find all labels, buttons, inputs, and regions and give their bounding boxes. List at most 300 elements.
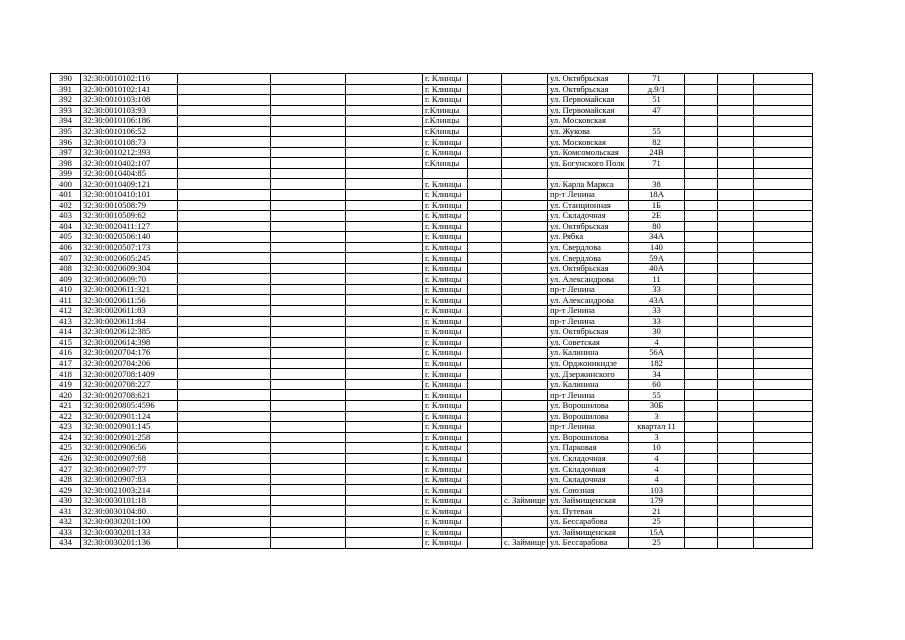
blank-cell bbox=[271, 348, 346, 359]
village-cell bbox=[502, 422, 548, 433]
street-cell: пр-т Ленина bbox=[548, 422, 629, 433]
cadastral-number: 32:30:0030201:136 bbox=[81, 538, 178, 549]
blank-cell bbox=[685, 379, 718, 390]
blank-cell bbox=[178, 158, 271, 169]
blank-cell bbox=[468, 390, 502, 401]
row-number: 399 bbox=[51, 168, 81, 179]
blank-cell bbox=[685, 464, 718, 475]
blank-cell bbox=[271, 105, 346, 116]
city-cell: г. Клинцы bbox=[423, 432, 468, 443]
blank-cell bbox=[271, 538, 346, 549]
blank-cell bbox=[685, 306, 718, 317]
blank-cell bbox=[271, 284, 346, 295]
blank-cell bbox=[271, 443, 346, 454]
table-row bbox=[51, 263, 813, 274]
blank-cell bbox=[271, 95, 346, 106]
blank-cell bbox=[754, 263, 813, 274]
blank-cell bbox=[754, 84, 813, 95]
house-cell: 56А bbox=[629, 348, 685, 359]
cadastral-number: 32:30:0020805:4596 bbox=[81, 400, 178, 411]
blank-cell bbox=[685, 74, 718, 85]
row-number: 422 bbox=[51, 411, 81, 422]
row-number: 398 bbox=[51, 158, 81, 169]
city-cell: г. Клинцы bbox=[423, 74, 468, 85]
blank-cell bbox=[178, 379, 271, 390]
row-number: 431 bbox=[51, 506, 81, 517]
table-row bbox=[51, 137, 813, 148]
street-cell: ул. Орджоникидзе bbox=[548, 358, 629, 369]
city-cell: г. Клинцы bbox=[423, 306, 468, 317]
street-cell: ул. Октябрьская bbox=[548, 327, 629, 338]
house-cell: 38 bbox=[629, 179, 685, 190]
village-cell bbox=[502, 200, 548, 211]
city-cell: г. Клинцы bbox=[423, 411, 468, 422]
city-cell: г. Клинцы bbox=[423, 211, 468, 222]
blank-cell bbox=[468, 179, 502, 190]
blank-cell bbox=[754, 253, 813, 264]
house-cell: 140 bbox=[629, 242, 685, 253]
blank-cell bbox=[346, 137, 423, 148]
street-cell: ул. Богунского Полк bbox=[548, 158, 629, 169]
blank-cell bbox=[718, 242, 754, 253]
row-number: 434 bbox=[51, 538, 81, 549]
blank-cell bbox=[346, 348, 423, 359]
village-cell bbox=[502, 337, 548, 348]
blank-cell bbox=[754, 179, 813, 190]
city-cell: г. Клинцы bbox=[423, 295, 468, 306]
street-cell: пр-т Ленина bbox=[548, 306, 629, 317]
village-cell bbox=[502, 358, 548, 369]
blank-cell bbox=[754, 485, 813, 496]
blank-cell bbox=[178, 400, 271, 411]
house-cell: 1Б bbox=[629, 200, 685, 211]
blank-cell bbox=[346, 379, 423, 390]
blank-cell bbox=[718, 95, 754, 106]
blank-cell bbox=[346, 443, 423, 454]
city-cell: г. Клинцы bbox=[423, 242, 468, 253]
blank-cell bbox=[271, 485, 346, 496]
cadastral-number: 32:30:0030201:100 bbox=[81, 516, 178, 527]
blank-cell bbox=[754, 453, 813, 464]
table-row bbox=[51, 432, 813, 443]
row-number: 412 bbox=[51, 306, 81, 317]
blank-cell bbox=[178, 337, 271, 348]
blank-cell bbox=[718, 527, 754, 538]
city-cell: г. Клинцы bbox=[423, 516, 468, 527]
cadastral-number: 32:30:0020611:84 bbox=[81, 316, 178, 327]
house-cell: 25 bbox=[629, 538, 685, 549]
city-cell bbox=[423, 168, 468, 179]
village-cell bbox=[502, 316, 548, 327]
blank-cell bbox=[468, 337, 502, 348]
street-cell: ул. Станционная bbox=[548, 200, 629, 211]
blank-cell bbox=[346, 190, 423, 201]
house-cell: 34А bbox=[629, 232, 685, 243]
blank-cell bbox=[346, 274, 423, 285]
blank-cell bbox=[178, 432, 271, 443]
village-cell bbox=[502, 211, 548, 222]
blank-cell bbox=[718, 158, 754, 169]
blank-cell bbox=[685, 495, 718, 506]
house-cell: 33 bbox=[629, 284, 685, 295]
row-number: 409 bbox=[51, 274, 81, 285]
city-cell: г. Клинцы bbox=[423, 95, 468, 106]
house-cell: 4 bbox=[629, 453, 685, 464]
table-row bbox=[51, 400, 813, 411]
blank-cell bbox=[685, 453, 718, 464]
city-cell: г. Клинцы bbox=[423, 348, 468, 359]
city-cell: г. Клинцы bbox=[423, 453, 468, 464]
blank-cell bbox=[468, 84, 502, 95]
blank-cell bbox=[468, 295, 502, 306]
blank-cell bbox=[754, 379, 813, 390]
blank-cell bbox=[271, 74, 346, 85]
registry-table bbox=[50, 73, 813, 549]
blank-cell bbox=[718, 221, 754, 232]
city-cell: г.Клинцы bbox=[423, 105, 468, 116]
street-cell: ул. Калинина bbox=[548, 348, 629, 359]
street-cell bbox=[548, 168, 629, 179]
blank-cell bbox=[718, 179, 754, 190]
cadastral-number: 32:30:0020411:127 bbox=[81, 221, 178, 232]
blank-cell bbox=[718, 327, 754, 338]
house-cell: 30 bbox=[629, 327, 685, 338]
blank-cell bbox=[685, 263, 718, 274]
blank-cell bbox=[178, 263, 271, 274]
row-number: 413 bbox=[51, 316, 81, 327]
house-cell: 30Б bbox=[629, 400, 685, 411]
blank-cell bbox=[754, 443, 813, 454]
village-cell bbox=[502, 74, 548, 85]
blank-cell bbox=[178, 443, 271, 454]
blank-cell bbox=[346, 126, 423, 137]
village-cell bbox=[502, 411, 548, 422]
blank-cell bbox=[468, 116, 502, 127]
blank-cell bbox=[754, 95, 813, 106]
house-cell: д.9/1 bbox=[629, 84, 685, 95]
blank-cell bbox=[718, 190, 754, 201]
table-row bbox=[51, 253, 813, 264]
street-cell: ул. Советская bbox=[548, 337, 629, 348]
street-cell: ул. Займищенская bbox=[548, 495, 629, 506]
village-cell bbox=[502, 168, 548, 179]
table-row bbox=[51, 327, 813, 338]
blank-cell bbox=[685, 95, 718, 106]
blank-cell bbox=[468, 443, 502, 454]
cadastral-number: 32:30:0020708:1409 bbox=[81, 369, 178, 380]
blank-cell bbox=[346, 116, 423, 127]
registry-rows bbox=[51, 74, 813, 549]
house-cell: 80 bbox=[629, 221, 685, 232]
blank-cell bbox=[754, 390, 813, 401]
cadastral-number: 32:30:0020609:70 bbox=[81, 274, 178, 285]
village-cell bbox=[502, 179, 548, 190]
cadastral-number: 32:30:0020704:206 bbox=[81, 358, 178, 369]
row-number: 405 bbox=[51, 232, 81, 243]
blank-cell bbox=[271, 116, 346, 127]
row-number: 404 bbox=[51, 221, 81, 232]
city-cell: г. Клинцы bbox=[423, 137, 468, 148]
blank-cell bbox=[718, 84, 754, 95]
blank-cell bbox=[754, 538, 813, 549]
cadastral-number: 32:30:0010102:141 bbox=[81, 84, 178, 95]
street-cell: ул. Первомайская bbox=[548, 105, 629, 116]
cadastral-number: 32:30:0010508:79 bbox=[81, 200, 178, 211]
city-cell: г. Клинцы bbox=[423, 179, 468, 190]
row-number: 429 bbox=[51, 485, 81, 496]
blank-cell bbox=[754, 337, 813, 348]
blank-cell bbox=[754, 284, 813, 295]
blank-cell bbox=[685, 242, 718, 253]
street-cell: ул. Складочная bbox=[548, 453, 629, 464]
city-cell: г. Клинцы bbox=[423, 221, 468, 232]
blank-cell bbox=[468, 200, 502, 211]
village-cell bbox=[502, 221, 548, 232]
city-cell: г. Клинцы bbox=[423, 443, 468, 454]
blank-cell bbox=[346, 95, 423, 106]
blank-cell bbox=[754, 200, 813, 211]
cadastral-number: 32:30:0010212:393 bbox=[81, 147, 178, 158]
blank-cell bbox=[685, 527, 718, 538]
street-cell: ул. Октябрьская bbox=[548, 84, 629, 95]
blank-cell bbox=[468, 242, 502, 253]
blank-cell bbox=[718, 538, 754, 549]
blank-cell bbox=[346, 295, 423, 306]
street-cell: ул. Александрова bbox=[548, 274, 629, 285]
blank-cell bbox=[718, 105, 754, 116]
cadastral-number: 32:30:0010410:101 bbox=[81, 190, 178, 201]
blank-cell bbox=[346, 358, 423, 369]
cadastral-number: 32:30:0010409:121 bbox=[81, 179, 178, 190]
blank-cell bbox=[718, 284, 754, 295]
street-cell: ул. Займищенская bbox=[548, 527, 629, 538]
cadastral-number: 32:30:0020609:304 bbox=[81, 263, 178, 274]
village-cell bbox=[502, 232, 548, 243]
blank-cell bbox=[718, 453, 754, 464]
blank-cell bbox=[468, 126, 502, 137]
row-number: 418 bbox=[51, 369, 81, 380]
blank-cell bbox=[685, 126, 718, 137]
table-row bbox=[51, 443, 813, 454]
table-row bbox=[51, 527, 813, 538]
cadastral-number: 32:30:0020907:83 bbox=[81, 474, 178, 485]
blank-cell bbox=[754, 211, 813, 222]
blank-cell bbox=[346, 200, 423, 211]
street-cell: ул. Дзержинского bbox=[548, 369, 629, 380]
blank-cell bbox=[178, 232, 271, 243]
blank-cell bbox=[685, 221, 718, 232]
village-cell bbox=[502, 453, 548, 464]
street-cell: ул. Свердлова bbox=[548, 253, 629, 264]
table-row bbox=[51, 221, 813, 232]
cadastral-number: 32:30:0010102:116 bbox=[81, 74, 178, 85]
village-cell bbox=[502, 253, 548, 264]
blank-cell bbox=[346, 432, 423, 443]
blank-cell bbox=[718, 506, 754, 517]
blank-cell bbox=[346, 232, 423, 243]
cadastral-number: 32:30:0020708:227 bbox=[81, 379, 178, 390]
blank-cell bbox=[685, 137, 718, 148]
blank-cell bbox=[468, 516, 502, 527]
blank-cell bbox=[754, 527, 813, 538]
house-cell: 51 bbox=[629, 95, 685, 106]
blank-cell bbox=[178, 422, 271, 433]
blank-cell bbox=[718, 306, 754, 317]
blank-cell bbox=[271, 126, 346, 137]
blank-cell bbox=[468, 284, 502, 295]
house-cell: 10 bbox=[629, 443, 685, 454]
street-cell: ул. Складочная bbox=[548, 211, 629, 222]
row-number: 397 bbox=[51, 147, 81, 158]
blank-cell bbox=[346, 74, 423, 85]
house-cell bbox=[629, 116, 685, 127]
street-cell: ул. Октябрьская bbox=[548, 221, 629, 232]
blank-cell bbox=[468, 253, 502, 264]
blank-cell bbox=[468, 190, 502, 201]
cadastral-number: 32:30:0010402:107 bbox=[81, 158, 178, 169]
blank-cell bbox=[271, 168, 346, 179]
blank-cell bbox=[685, 211, 718, 222]
blank-cell bbox=[271, 295, 346, 306]
blank-cell bbox=[346, 337, 423, 348]
table-row bbox=[51, 474, 813, 485]
blank-cell bbox=[685, 348, 718, 359]
table-row bbox=[51, 95, 813, 106]
blank-cell bbox=[718, 379, 754, 390]
cadastral-number: 32:30:0010106:52 bbox=[81, 126, 178, 137]
house-cell: 4 bbox=[629, 337, 685, 348]
row-number: 408 bbox=[51, 263, 81, 274]
blank-cell bbox=[468, 485, 502, 496]
blank-cell bbox=[754, 411, 813, 422]
blank-cell bbox=[346, 147, 423, 158]
table-row bbox=[51, 358, 813, 369]
blank-cell bbox=[685, 474, 718, 485]
blank-cell bbox=[754, 348, 813, 359]
village-cell bbox=[502, 306, 548, 317]
village-cell bbox=[502, 506, 548, 517]
row-number: 403 bbox=[51, 211, 81, 222]
row-number: 401 bbox=[51, 190, 81, 201]
blank-cell bbox=[754, 274, 813, 285]
cadastral-number: 32:30:0010108:73 bbox=[81, 137, 178, 148]
blank-cell bbox=[178, 190, 271, 201]
blank-cell bbox=[346, 284, 423, 295]
village-cell bbox=[502, 464, 548, 475]
blank-cell bbox=[718, 400, 754, 411]
blank-cell bbox=[685, 84, 718, 95]
street-cell: ул. Путевая bbox=[548, 506, 629, 517]
table-row bbox=[51, 516, 813, 527]
house-cell: 4 bbox=[629, 464, 685, 475]
village-cell bbox=[502, 126, 548, 137]
blank-cell bbox=[271, 179, 346, 190]
blank-cell bbox=[685, 538, 718, 549]
blank-cell bbox=[754, 358, 813, 369]
blank-cell bbox=[346, 485, 423, 496]
blank-cell bbox=[346, 400, 423, 411]
blank-cell bbox=[271, 337, 346, 348]
blank-cell bbox=[346, 158, 423, 169]
blank-cell bbox=[718, 464, 754, 475]
blank-cell bbox=[468, 95, 502, 106]
village-cell bbox=[502, 474, 548, 485]
blank-cell bbox=[754, 190, 813, 201]
blank-cell bbox=[178, 137, 271, 148]
house-cell: 55 bbox=[629, 390, 685, 401]
table-row bbox=[51, 538, 813, 549]
blank-cell bbox=[178, 84, 271, 95]
table-row bbox=[51, 390, 813, 401]
blank-cell bbox=[685, 168, 718, 179]
blank-cell bbox=[271, 147, 346, 158]
blank-cell bbox=[754, 168, 813, 179]
blank-cell bbox=[468, 358, 502, 369]
row-number: 391 bbox=[51, 84, 81, 95]
blank-cell bbox=[271, 506, 346, 517]
village-cell bbox=[502, 390, 548, 401]
blank-cell bbox=[685, 443, 718, 454]
blank-cell bbox=[685, 274, 718, 285]
village-cell bbox=[502, 327, 548, 338]
blank-cell bbox=[178, 495, 271, 506]
table-row bbox=[51, 126, 813, 137]
blank-cell bbox=[718, 495, 754, 506]
blank-cell bbox=[685, 232, 718, 243]
blank-cell bbox=[468, 464, 502, 475]
village-cell bbox=[502, 516, 548, 527]
blank-cell bbox=[754, 516, 813, 527]
row-number: 428 bbox=[51, 474, 81, 485]
table-row bbox=[51, 168, 813, 179]
table-row bbox=[51, 211, 813, 222]
village-cell bbox=[502, 116, 548, 127]
blank-cell bbox=[346, 327, 423, 338]
city-cell: г. Клинцы bbox=[423, 464, 468, 475]
city-cell: г. Клинцы bbox=[423, 253, 468, 264]
blank-cell bbox=[178, 358, 271, 369]
street-cell: ул. Ворошилова bbox=[548, 432, 629, 443]
city-cell: г. Клинцы bbox=[423, 263, 468, 274]
blank-cell bbox=[271, 495, 346, 506]
city-cell: г. Клинцы bbox=[423, 474, 468, 485]
blank-cell bbox=[346, 316, 423, 327]
table-row bbox=[51, 232, 813, 243]
city-cell: г. Клинцы bbox=[423, 358, 468, 369]
street-cell: ул. Бессарабова bbox=[548, 538, 629, 549]
street-cell: пр-т Ленина bbox=[548, 284, 629, 295]
blank-cell bbox=[718, 116, 754, 127]
blank-cell bbox=[468, 158, 502, 169]
blank-cell bbox=[271, 211, 346, 222]
blank-cell bbox=[718, 147, 754, 158]
village-cell bbox=[502, 84, 548, 95]
house-cell: 2Е bbox=[629, 211, 685, 222]
blank-cell bbox=[718, 411, 754, 422]
city-cell: г. Клинцы bbox=[423, 506, 468, 517]
street-cell: ул. Складочная bbox=[548, 474, 629, 485]
table-row bbox=[51, 348, 813, 359]
blank-cell bbox=[271, 263, 346, 274]
blank-cell bbox=[271, 453, 346, 464]
blank-cell bbox=[685, 200, 718, 211]
blank-cell bbox=[718, 168, 754, 179]
blank-cell bbox=[346, 538, 423, 549]
village-cell bbox=[502, 284, 548, 295]
house-cell: 4 bbox=[629, 474, 685, 485]
house-cell: 33 bbox=[629, 306, 685, 317]
blank-cell bbox=[754, 306, 813, 317]
